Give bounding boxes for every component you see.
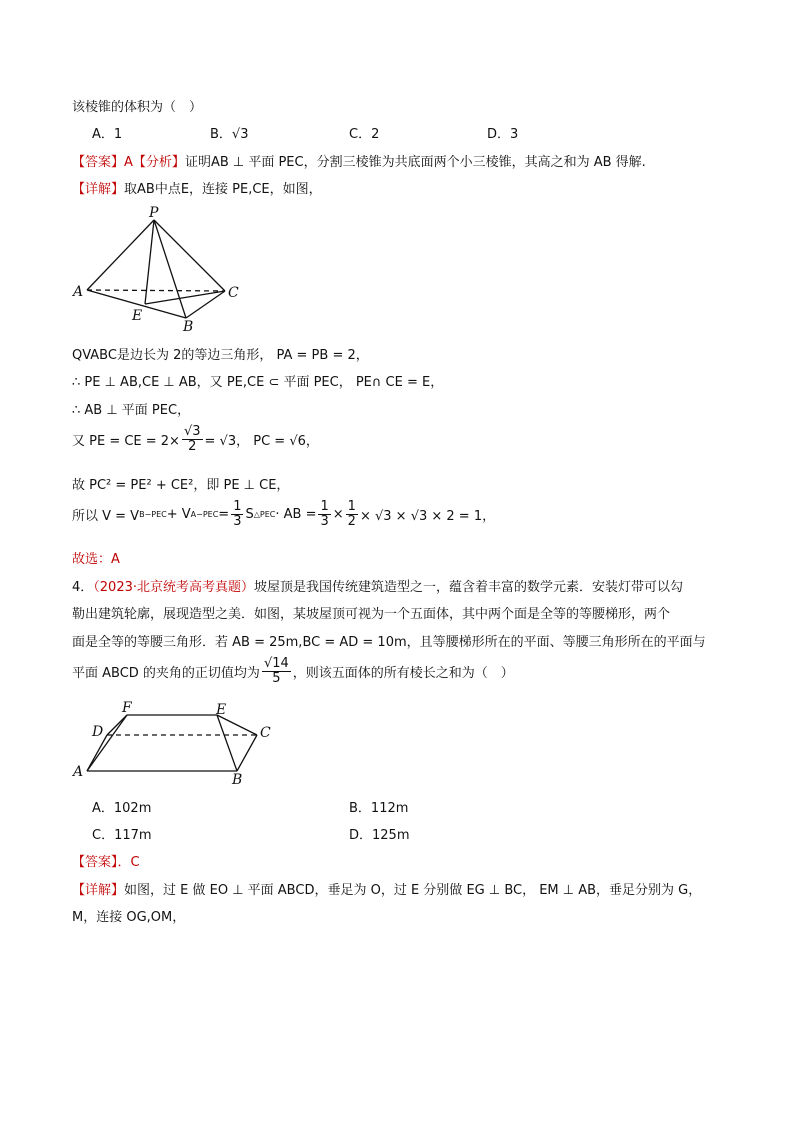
fraction-denominator: 3 xyxy=(320,514,329,530)
q4-option-d: D．125m xyxy=(349,828,410,843)
label-F: F xyxy=(122,700,132,716)
fraction-numerator: 1 xyxy=(347,499,356,514)
detail-tag: 【详解】 xyxy=(72,182,125,197)
step6-fraction-3 xyxy=(346,500,358,530)
step6-text-d: S xyxy=(245,507,254,523)
step6-text-a: 所以 V = V xyxy=(72,509,140,525)
q3-detail-line xyxy=(72,178,322,197)
q4-detail-line-1 xyxy=(72,879,701,898)
step6-fraction-2 xyxy=(318,500,330,530)
fraction-denominator: 2 xyxy=(347,514,356,530)
q3-step-4 xyxy=(72,425,319,455)
step4-text-b: = √3， PC = √6， xyxy=(204,434,319,450)
q4-number: 4． xyxy=(72,580,94,595)
q4-option-b: B．112m xyxy=(349,801,409,816)
step6-text-f: × xyxy=(332,507,344,523)
fraction-denominator: 5 xyxy=(272,671,281,687)
step6-text-c: = xyxy=(218,507,230,523)
answer-tag: 【答案】 xyxy=(72,855,118,870)
q3-step-3: ∴ AB ⊥ 平面 PEC， xyxy=(72,403,191,418)
label-B: B xyxy=(232,772,243,788)
label-E: E xyxy=(216,702,227,718)
q3-step-2: ∴ PE ⊥ AB,CE ⊥ AB，又 PE,CE ⊂ 平面 PEC， PE∩ CE = E， xyxy=(72,375,444,390)
q4-option-a: A．102m xyxy=(92,801,152,816)
q3-step-5: 故 PC² = PE² + CE²，即 PE ⊥ CE， xyxy=(72,478,290,493)
q4-text-4a: 平面 ABCD 的夹角的正切值均为 xyxy=(72,666,260,682)
answer-value: ．C xyxy=(117,855,140,870)
label-C: C xyxy=(228,285,239,301)
label-D: D xyxy=(92,724,104,740)
q3-option-b: B．√3 xyxy=(210,127,249,142)
detail-tag: 【详解】 xyxy=(72,883,125,898)
fraction-numerator: √3 xyxy=(183,424,201,439)
roof-figure xyxy=(70,700,280,788)
q4-detail-line-2: M，连接 OG,OM， xyxy=(72,910,186,925)
q4-text-4b: ，则该五面体的所有棱长之和为（ ） xyxy=(292,666,514,682)
q3-answer-line xyxy=(72,151,646,170)
step6-sub-2: A−PEC xyxy=(190,510,219,520)
q4-line-3: 面是全等的等腰三角形．若 AB = 25m,BC = AD = 10m，且等腰梯形所在的平面、等腰三角形所在的平面与 xyxy=(72,635,706,650)
q4-option-c: C．117m xyxy=(92,828,152,843)
q4-fraction xyxy=(262,657,291,687)
analysis-tag: 【分析】 xyxy=(132,155,185,170)
detail-text: 如图，过 E 做 EO ⊥ 平面 ABCD，垂足为 O，过 E 分别做 EG ⊥ BC， EM ⊥ AB，垂足分别为 G， xyxy=(124,883,702,898)
step6-text-e: · AB = xyxy=(275,507,317,523)
step6-sub-1: B−PEC xyxy=(139,510,167,520)
step6-text-b: + V xyxy=(166,507,191,523)
label-P: P xyxy=(149,205,159,221)
label-E: E xyxy=(132,308,143,324)
q4-line-2: 勒出建筑轮廓，展现造型之美．如图，某坡屋顶可视为一个五面体，其中两个面是全等的等腰梯形，两个 xyxy=(72,607,671,622)
q3-final-answer: 故选：A xyxy=(72,552,120,567)
label-C: C xyxy=(260,725,271,741)
step4-text-a: 又 PE = CE = 2× xyxy=(72,434,180,450)
q4-line-4 xyxy=(72,657,514,687)
answer-tag: 【答案】 xyxy=(72,155,125,170)
fraction-numerator: 1 xyxy=(320,499,329,514)
q4-answer-line xyxy=(72,851,140,870)
label-B: B xyxy=(183,319,194,335)
q4-text-1: 坡屋顶是我国传统建筑造型之一，蕴含着丰富的数学元素．安装灯带可以勾 xyxy=(254,580,684,595)
q4-line-1 xyxy=(72,576,683,595)
q3-option-d: D．3 xyxy=(487,127,519,142)
q3-step-1: QVABC是边长为 2的等边三角形， PA = PB = 2， xyxy=(72,348,369,363)
q3-stem: 该棱锥的体积为（ ） xyxy=(72,100,203,115)
detail-text: 取AB中点E，连接 PE,CE，如图， xyxy=(124,182,322,197)
analysis-text: 证明AB ⊥ 平面 PEC，分割三棱锥为共底面两个小三棱锥，其高之和为 AB 得解. xyxy=(184,155,646,170)
label-A: A xyxy=(73,284,84,300)
step6-text-g: × √3 × √3 × 2 = 1， xyxy=(359,509,496,525)
q3-option-a: A．1 xyxy=(92,127,123,142)
step6-sub-3: △PEC xyxy=(253,510,276,520)
fraction-denominator: 2 xyxy=(188,439,197,455)
pyramid-figure xyxy=(70,200,250,335)
fraction-numerator: 1 xyxy=(233,499,242,514)
step4-fraction xyxy=(182,425,203,455)
label-A: A xyxy=(73,764,84,780)
fraction-denominator: 3 xyxy=(233,514,242,530)
q4-source: （2023·北京统考高考真题） xyxy=(93,580,254,595)
answer-value: A xyxy=(124,155,133,170)
q3-option-c: C．2 xyxy=(349,127,380,142)
step6-fraction-1 xyxy=(231,500,243,530)
fraction-numerator: √14 xyxy=(263,656,289,671)
q3-step-6 xyxy=(72,500,495,530)
